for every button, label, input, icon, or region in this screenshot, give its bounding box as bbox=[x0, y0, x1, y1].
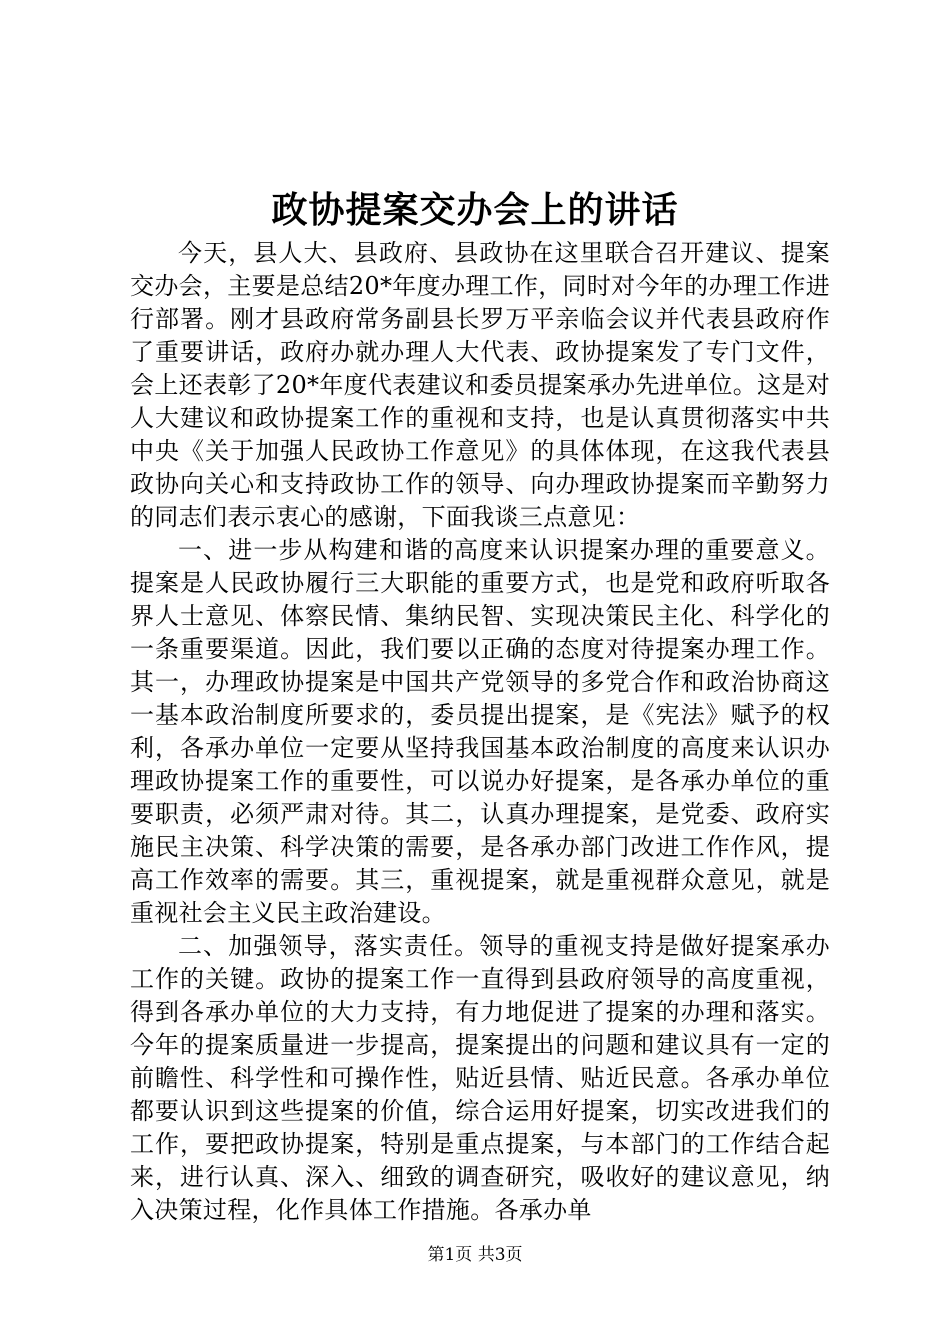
paragraph-intro: 今天，县人大、县政府、县政协在这里联合召开建议、提案交办会，主要是总结20*年度办理工作，同时对今年的办理工作进行部署。刚才县政府常务副县长罗万平亲临会议并代表县政府作了重要讲话，政府办就办理人大代表、政协提案发了专门文件，会上还表彰了20*年度代表建议和委员提案承办先进单位。这是对人大建议和政协提案工作的重视和支持，也是认真贯彻落实中共中央《关于加强人民政协工作意见》的具体体现，在这我代表县政协向关心和支持政协工作的领导、向办理政协提案而辛勤努力的同志们表示衷心的感谢，下面我谈三点意见： bbox=[130, 239, 830, 531]
page-number-footer: 第1页 共3页 bbox=[427, 1245, 523, 1265]
document-body bbox=[130, 237, 830, 1227]
paragraph-point-two: 二、加强领导，落实责任。领导的重视支持是做好提案承办工作的关键。政协的提案工作一直得到县政府领导的高度重视，得到各承办单位的大力支持，有力地促进了提案的办理和落实。今年的提案质量进一步提高，提案提出的问题和建议具有一定的前瞻性、科学性和可操作性，贴近县情、贴近民意。各承办单位都要认识到这些提案的价值，综合运用好提案，切实改进我们的工作，要把政协提案，特别是重点提案，与本部门的工作结合起来，进行认真、深入、细致的调查研究，吸收好的建议意见，纳入决策过程，化作具体工作措施。各承办单 bbox=[130, 932, 830, 1224]
document-title: 政协提案交办会上的讲话 bbox=[271, 189, 679, 231]
paragraph-point-one: 一、进一步从构建和谐的高度来认识提案办理的重要意义。提案是人民政协履行三大职能的重要方式，也是党和政府听取各界人士意见、体察民情、集纳民智、实现决策民主化、科学化的一条重要渠道。因此，我们要以正确的态度对待提案办理工作。其一，办理政协提案是中国共产党领导的多党合作和政治协商这一基本政治制度所要求的，委员提出提案，是《宪法》赋予的权利，各承办单位一定要从坚持我国基本政治制度的高度来认识办理政协提案工作的重要性，可以说办好提案，是各承办单位的重要职责，必须严肃对待。其二，认真办理提案，是党委、政府实施民主决策、科学决策的需要，是各承办部门改进工作作风，提高工作效率的需要。其三，重视提案，就是重视群众意见，就是重视社会主义民主政治建设。 bbox=[130, 536, 830, 927]
